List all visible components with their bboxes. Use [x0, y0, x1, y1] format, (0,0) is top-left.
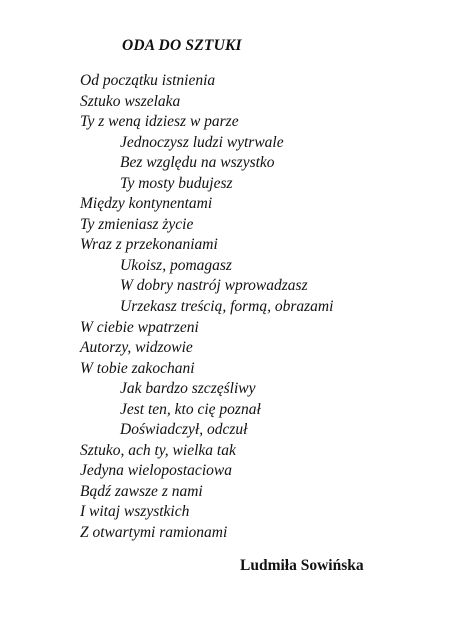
poem-line: Jak bardzo szczęśliwy: [120, 380, 256, 398]
poem-line: Bez względu na wszystko: [120, 154, 275, 172]
poem-line: Ukoisz, pomagasz: [120, 256, 232, 274]
poem-line: Jednoczysz ludzi wytrwale: [120, 133, 284, 151]
poem-line: Autorzy, widzowie: [80, 339, 193, 357]
poem-line: Ty mosty budujesz: [120, 174, 233, 192]
poem-line: Między kontynentami: [80, 195, 213, 213]
poem-body: [80, 71, 333, 544]
poem-title: ODA DO SZTUKI: [122, 37, 242, 54]
poem-line: Z otwartymi ramionami: [80, 524, 228, 542]
poem-line: Wraz z przekonaniami: [80, 236, 218, 254]
poem-line: Doświadczył, odczuł: [120, 421, 248, 439]
poem-line: Bądź zawsze z nami: [80, 482, 203, 500]
poem-line: W tobie zakochani: [80, 359, 195, 377]
poem-line: Ty z weną idziesz w parze: [80, 113, 239, 131]
poem-line: W ciebie wpatrzeni: [80, 318, 199, 336]
poem-author: Ludmiła Sowińska: [240, 557, 364, 574]
poem-line: Jest ten, kto cię poznał: [120, 400, 261, 418]
poem-line: W dobry nastrój wprowadzasz: [120, 277, 308, 295]
poem-line: Ty zmieniasz życie: [80, 215, 194, 233]
poem-line: Sztuko, ach ty, wielka tak: [80, 441, 236, 459]
poem-line: I witaj wszystkich: [80, 503, 190, 521]
poem-line: Od początku istnienia: [80, 72, 216, 89]
poem-line: Sztuko wszelaka: [80, 92, 181, 110]
poem-line: Urzekasz treścią, formą, obrazami: [120, 298, 334, 316]
poem-line: Jedyna wielopostaciowa: [80, 462, 232, 480]
